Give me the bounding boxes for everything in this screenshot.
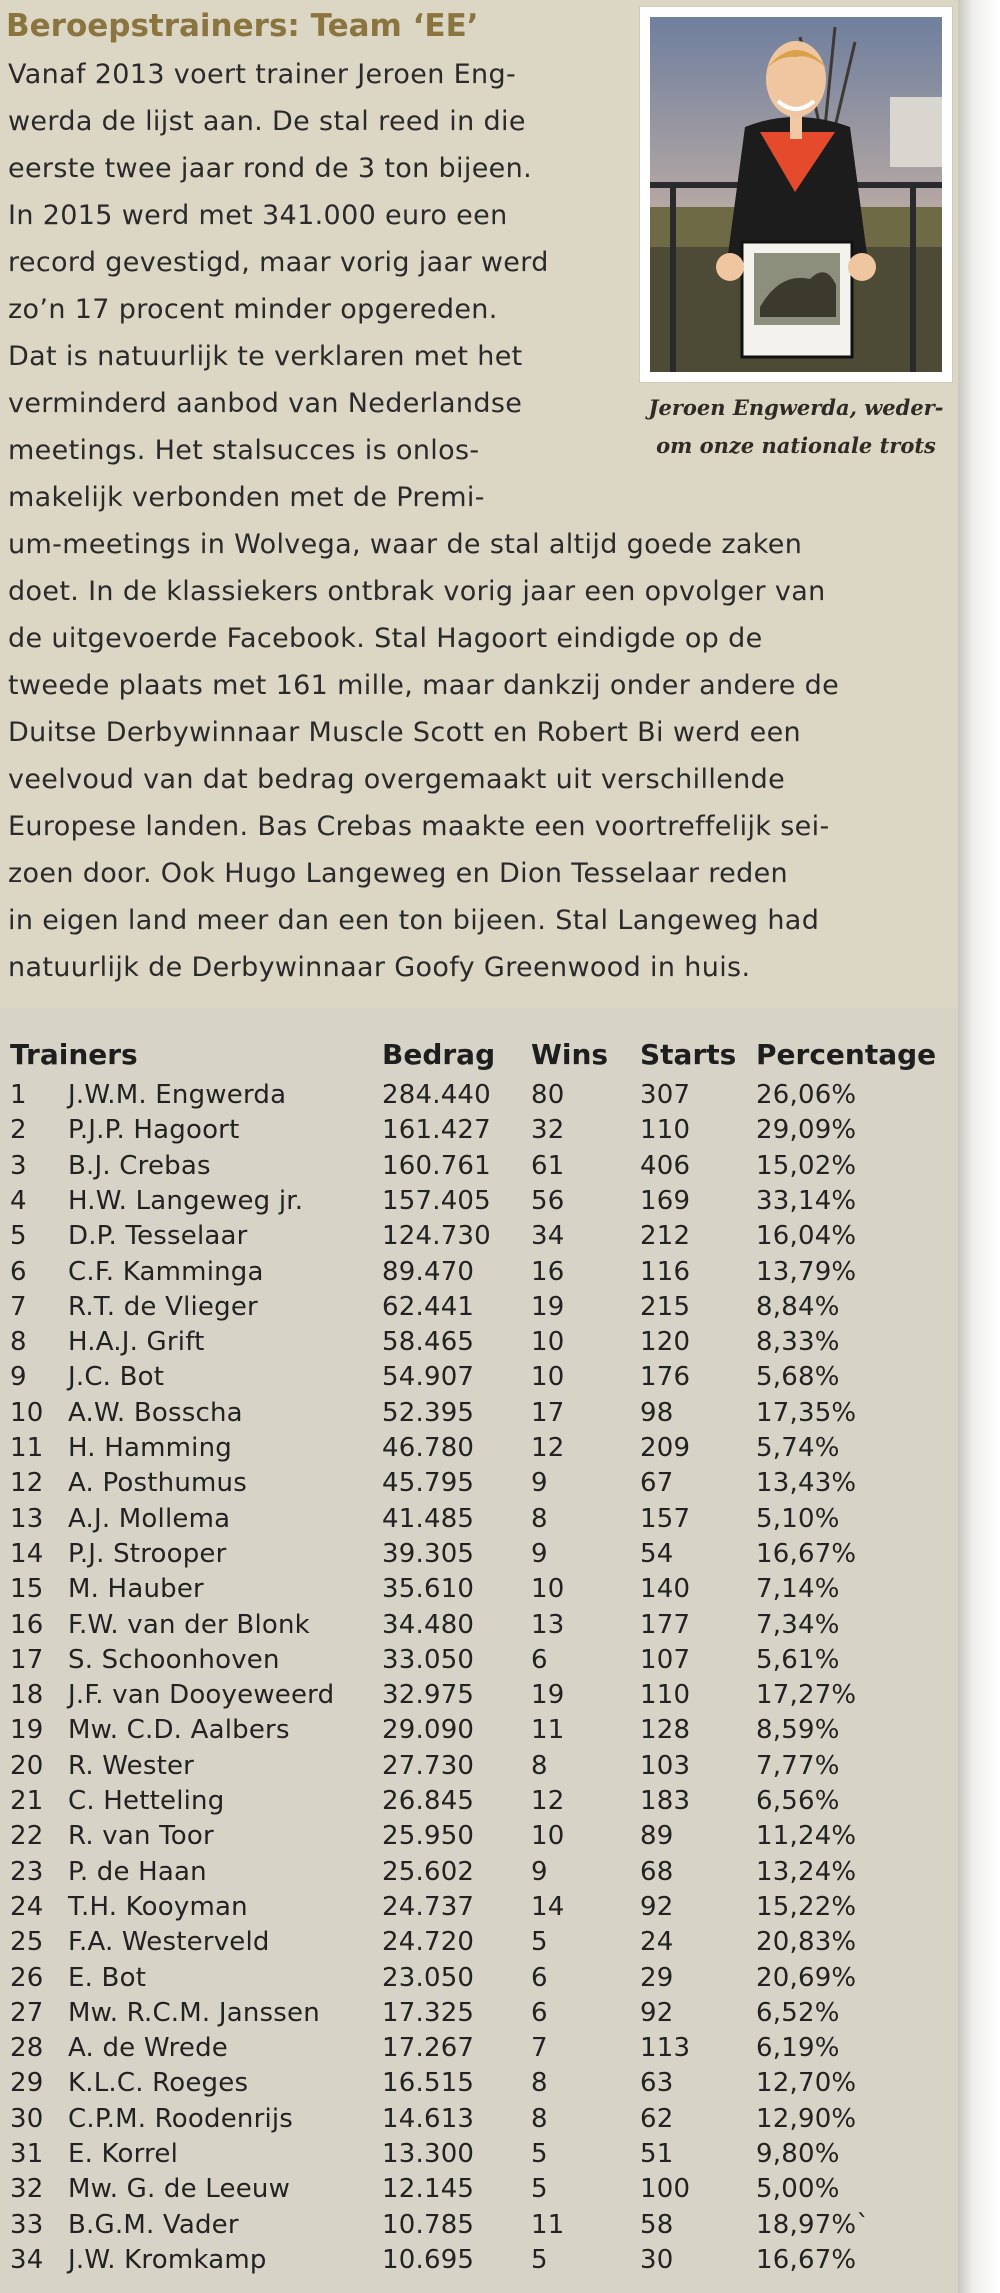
- starts-cell: 67: [640, 1468, 674, 1499]
- table-row: [0, 1360, 958, 1395]
- starts-cell: 212: [640, 1221, 691, 1252]
- amount-cell: 12.145: [382, 2174, 475, 2205]
- percentage-cell: 13,24%: [756, 1856, 857, 1887]
- starts-cell: 128: [640, 1715, 691, 1746]
- amount-cell: 33.050: [382, 1644, 475, 1675]
- trainer-name-cell: Mw. R.C.M. Janssen: [68, 1997, 320, 2028]
- rank-cell: 26: [10, 1962, 44, 1993]
- trainer-name-cell: C.P.M. Roodenrijs: [68, 2103, 294, 2134]
- percentage-cell: 26,06%: [756, 1080, 857, 1110]
- percentage-cell: 29,09%: [756, 1115, 857, 1146]
- article-line: record gevestigd, maar vorig jaar werd: [8, 247, 549, 278]
- starts-cell: 100: [640, 2174, 691, 2205]
- starts-cell: 98: [640, 1397, 674, 1428]
- table-row: [0, 1784, 958, 1819]
- article-line: zo’n 17 procent minder opgereden.: [8, 294, 498, 325]
- wins-cell: 61: [531, 1150, 565, 1181]
- table-row: [0, 1855, 958, 1890]
- table-row: [0, 1502, 958, 1537]
- trainer-name-cell: P. de Haan: [68, 1856, 207, 1887]
- rank-cell: 18: [10, 1680, 44, 1711]
- table-row: [0, 1431, 958, 1466]
- page-edge: [958, 0, 1000, 2293]
- rank-cell: 2: [10, 1115, 27, 1146]
- wins-cell: 14: [531, 1891, 565, 1922]
- wins-cell: 5: [531, 2139, 548, 2169]
- amount-cell: 14.613: [382, 2103, 475, 2134]
- percentage-cell: 33,14%: [756, 1185, 857, 1216]
- rank-cell: 14: [10, 1538, 44, 1569]
- article-line: Vanaf 2013 voert trainer Jeroen Eng-: [8, 59, 517, 90]
- amount-cell: 32.975: [382, 1680, 475, 1711]
- article-line: de uitgevoerde Facebook. Stal Hagoort eindigde op de: [8, 623, 763, 654]
- trainer-photo: [640, 7, 952, 382]
- table-row: [0, 1113, 958, 1148]
- trainer-name-cell: J.F. van Dooyeweerd: [68, 1680, 335, 1711]
- percentage-cell: 12,70%: [756, 2068, 857, 2099]
- trainer-name-cell: C. Hetteling: [68, 1786, 225, 1816]
- starts-cell: 30: [640, 2244, 674, 2275]
- rank-cell: 27: [10, 1997, 44, 2028]
- percentage-cell: 9,80%: [756, 2139, 840, 2169]
- amount-cell: 10.785: [382, 2209, 475, 2240]
- starts-cell: 110: [640, 1680, 691, 1711]
- table-row: [0, 1572, 958, 1607]
- percentage-cell: 5,68%: [756, 1362, 840, 1393]
- rank-cell: 32: [10, 2174, 44, 2205]
- wins-cell: 19: [531, 1680, 565, 1711]
- percentage-cell: 16,04%: [756, 1221, 857, 1252]
- header-amount: Bedrag: [382, 1038, 496, 1071]
- wins-cell: 19: [531, 1291, 565, 1322]
- amount-cell: 54.907: [382, 1362, 475, 1393]
- rank-cell: 4: [10, 1185, 27, 1216]
- wins-cell: 11: [531, 1715, 565, 1746]
- trainer-name-cell: P.J. Strooper: [68, 1538, 227, 1569]
- rank-cell: 33: [10, 2209, 44, 2240]
- trainer-name-cell: H.A.J. Grift: [68, 1327, 205, 1358]
- wins-cell: 10: [531, 1574, 565, 1605]
- percentage-cell: 5,61%: [756, 1644, 840, 1675]
- article-line: verminderd aanbod van Nederlandse: [8, 388, 523, 419]
- wins-cell: 34: [531, 1221, 565, 1252]
- table-row: [0, 1961, 958, 1996]
- table-row: [0, 1149, 958, 1184]
- table-row: [0, 1325, 958, 1360]
- rank-cell: 22: [10, 1821, 44, 1852]
- percentage-cell: 17,35%: [756, 1397, 857, 1428]
- table-row: [0, 2243, 958, 2278]
- amount-cell: 52.395: [382, 1397, 475, 1428]
- percentage-cell: 6,19%: [756, 2033, 840, 2064]
- wins-cell: 6: [531, 1962, 548, 1993]
- rank-cell: 11: [10, 1433, 44, 1463]
- wins-cell: 8: [531, 2103, 548, 2134]
- header-percentage: Percentage: [756, 1038, 937, 1071]
- table-row: [0, 1219, 958, 1254]
- table-row: [0, 1890, 958, 1925]
- trainer-name-cell: A.J. Mollema: [68, 1503, 231, 1534]
- article-line: in eigen land meer dan een ton bijeen. Stal Langeweg had: [8, 905, 820, 936]
- wins-cell: 5: [531, 1927, 548, 1958]
- table-row: [0, 1184, 958, 1219]
- trainer-name-cell: C.F. Kamminga: [68, 1256, 264, 1287]
- wins-cell: 8: [531, 2068, 548, 2099]
- article-line: meetings. Het stalsucces is onlos-: [8, 435, 480, 466]
- wins-cell: 11: [531, 2209, 565, 2240]
- percentage-cell: 20,83%: [756, 1927, 857, 1958]
- trainer-name-cell: E. Korrel: [68, 2139, 178, 2169]
- table-row: [0, 1078, 958, 1113]
- wins-cell: 10: [531, 1327, 565, 1358]
- article-line: veelvoud van dat bedrag overgemaakt uit verschillende: [8, 764, 786, 795]
- table-row: [0, 1466, 958, 1501]
- rank-cell: 24: [10, 1891, 44, 1922]
- article-line: um-meetings in Wolvega, waar de stal altijd goede zaken: [8, 529, 803, 560]
- starts-cell: 169: [640, 1185, 691, 1216]
- article-line: zoen door. Ook Hugo Langeweg en Dion Tesselaar reden: [8, 858, 789, 889]
- trainer-name-cell: T.H. Kooyman: [68, 1891, 248, 1922]
- rank-cell: 13: [10, 1503, 44, 1534]
- article-line: Dat is natuurlijk te verklaren met het: [8, 341, 523, 372]
- wins-cell: 10: [531, 1362, 565, 1393]
- percentage-cell: 16,67%: [756, 2244, 857, 2275]
- amount-cell: 25.602: [382, 1856, 475, 1887]
- table-row: [0, 2208, 958, 2243]
- starts-cell: 215: [640, 1291, 691, 1322]
- trainer-name-cell: R. van Toor: [68, 1821, 214, 1852]
- table-row: [0, 1643, 958, 1678]
- starts-cell: 62: [640, 2103, 674, 2134]
- starts-cell: 406: [640, 1150, 691, 1181]
- starts-cell: 120: [640, 1327, 691, 1358]
- trainer-name-cell: A.W. Bosscha: [68, 1397, 243, 1428]
- trainer-name-cell: R. Wester: [68, 1750, 195, 1781]
- table-row: [0, 2137, 958, 2172]
- wins-cell: 7: [531, 2033, 548, 2064]
- amount-cell: 58.465: [382, 1327, 475, 1358]
- wins-cell: 13: [531, 1609, 565, 1640]
- trainer-name-cell: S. Schoonhoven: [68, 1644, 280, 1675]
- wins-cell: 5: [531, 2244, 548, 2275]
- starts-cell: 209: [640, 1433, 691, 1463]
- table-row: [0, 1996, 958, 2031]
- wins-cell: 9: [531, 1856, 548, 1887]
- percentage-cell: 8,33%: [756, 1327, 840, 1358]
- photo-caption-line-2: om onze nationale trots: [656, 433, 936, 458]
- article-line: In 2015 werd met 341.000 euro een: [8, 200, 508, 231]
- starts-cell: 29: [640, 1962, 674, 1993]
- wins-cell: 10: [531, 1821, 565, 1852]
- trainer-name-cell: H. Hamming: [68, 1433, 232, 1463]
- trainer-name-cell: J.C. Bot: [68, 1362, 165, 1393]
- starts-cell: 157: [640, 1503, 691, 1534]
- article-line: Europese landen. Bas Crebas maakte een voortreffelijk sei-: [8, 811, 830, 842]
- percentage-cell: 7,34%: [756, 1609, 840, 1640]
- rank-cell: 16: [10, 1609, 44, 1640]
- wins-cell: 12: [531, 1433, 565, 1463]
- table-row: [0, 1925, 958, 1960]
- amount-cell: 17.325: [382, 1997, 475, 2028]
- header-trainers: Trainers: [10, 1038, 138, 1071]
- rank-cell: 6: [10, 1256, 27, 1287]
- wins-cell: 56: [531, 1185, 565, 1216]
- amount-cell: 24.720: [382, 1927, 475, 1958]
- amount-cell: 41.485: [382, 1503, 475, 1534]
- starts-cell: 68: [640, 1856, 674, 1887]
- starts-cell: 92: [640, 1891, 674, 1922]
- amount-cell: 34.480: [382, 1609, 475, 1640]
- rank-cell: 28: [10, 2033, 44, 2064]
- article-line: eerste twee jaar rond de 3 ton bijeen.: [8, 153, 533, 184]
- percentage-cell: 20,69%: [756, 1962, 857, 1993]
- starts-cell: 307: [640, 1080, 691, 1110]
- amount-cell: 35.610: [382, 1574, 475, 1605]
- rank-cell: 31: [10, 2139, 44, 2169]
- starts-cell: 54: [640, 1538, 674, 1569]
- header-wins: Wins: [531, 1038, 609, 1071]
- wins-cell: 17: [531, 1397, 565, 1428]
- amount-cell: 124.730: [382, 1221, 491, 1252]
- trainer-name-cell: Mw. C.D. Aalbers: [68, 1715, 290, 1746]
- percentage-cell: 13,43%: [756, 1468, 857, 1499]
- header-starts: Starts: [640, 1038, 737, 1071]
- amount-cell: 45.795: [382, 1468, 475, 1499]
- starts-cell: 51: [640, 2139, 674, 2169]
- amount-cell: 25.950: [382, 1821, 475, 1852]
- rank-cell: 12: [10, 1468, 44, 1499]
- amount-cell: 160.761: [382, 1150, 491, 1181]
- wins-cell: 6: [531, 1997, 548, 2028]
- article-line: natuurlijk de Derbywinnaar Goofy Greenwood in huis.: [8, 952, 751, 983]
- starts-cell: 183: [640, 1786, 691, 1816]
- percentage-cell: 5,74%: [756, 1433, 840, 1463]
- trainer-name-cell: D.P. Tesselaar: [68, 1221, 248, 1252]
- rank-cell: 15: [10, 1574, 44, 1605]
- starts-cell: 107: [640, 1644, 691, 1675]
- article-line: doet. In de klassiekers ontbrak vorig jaar een opvolger van: [8, 576, 826, 607]
- percentage-cell: 5,10%: [756, 1503, 840, 1534]
- rank-cell: 3: [10, 1150, 27, 1181]
- rank-cell: 23: [10, 1856, 44, 1887]
- amount-cell: 89.470: [382, 1256, 475, 1287]
- amount-cell: 161.427: [382, 1115, 491, 1146]
- table-row: [0, 1290, 958, 1325]
- trainer-name-cell: H.W. Langeweg jr.: [68, 1185, 304, 1216]
- percentage-cell: 15,22%: [756, 1891, 857, 1922]
- rank-cell: 34: [10, 2244, 44, 2275]
- article-line: Duitse Derbywinnaar Muscle Scott en Robert Bi werd een: [8, 717, 802, 748]
- percentage-cell: 13,79%: [756, 1256, 857, 1287]
- rank-cell: 8: [10, 1327, 27, 1358]
- rank-cell: 10: [10, 1397, 44, 1428]
- article-line: makelijk verbonden met de Premi-: [8, 482, 485, 513]
- trainer-name-cell: K.L.C. Roeges: [68, 2068, 249, 2099]
- wins-cell: 8: [531, 1750, 548, 1781]
- table-row: [0, 1749, 958, 1784]
- percentage-cell: 5,00%: [756, 2174, 840, 2205]
- trainer-name-cell: E. Bot: [68, 1962, 147, 1993]
- starts-cell: 110: [640, 1115, 691, 1146]
- trainer-name-cell: J.W. Kromkamp: [68, 2244, 267, 2275]
- trainer-name-cell: J.W.M. Engwerda: [68, 1080, 287, 1110]
- wins-cell: 9: [531, 1468, 548, 1499]
- article-line: tweede plaats met 161 mille, maar dankzij onder andere de: [8, 670, 840, 701]
- amount-cell: 29.090: [382, 1715, 475, 1746]
- trainer-photo-image: [650, 17, 942, 372]
- trainer-name-cell: R.T. de Vlieger: [68, 1291, 258, 1322]
- rank-cell: 25: [10, 1927, 44, 1958]
- table-row: [0, 2066, 958, 2101]
- table-row: [0, 1608, 958, 1643]
- wins-cell: 80: [531, 1080, 565, 1110]
- starts-cell: 176: [640, 1362, 691, 1393]
- percentage-cell: 15,02%: [756, 1150, 857, 1181]
- trainer-name-cell: F.A. Westerveld: [68, 1927, 270, 1958]
- trainer-name-cell: B.G.M. Vader: [68, 2209, 239, 2240]
- percentage-cell: 6,52%: [756, 1997, 840, 2028]
- wins-cell: 9: [531, 1538, 548, 1569]
- amount-cell: 16.515: [382, 2068, 475, 2099]
- percentage-cell: 12,90%: [756, 2103, 857, 2134]
- article-line: werda de lijst aan. De stal reed in die: [8, 106, 526, 137]
- photo-caption-line-1: Jeroen Engwerda, weder-: [648, 395, 944, 420]
- wins-cell: 6: [531, 1644, 548, 1675]
- table-row: [0, 1819, 958, 1854]
- starts-cell: 58: [640, 2209, 674, 2240]
- starts-cell: 116: [640, 1256, 691, 1287]
- amount-cell: 62.441: [382, 1291, 475, 1322]
- rank-cell: 5: [10, 1221, 27, 1252]
- starts-cell: 24: [640, 1927, 674, 1958]
- trainer-name-cell: Mw. G. de Leeuw: [68, 2174, 291, 2205]
- amount-cell: 46.780: [382, 1433, 475, 1463]
- wins-cell: 5: [531, 2174, 548, 2205]
- amount-cell: 10.695: [382, 2244, 475, 2275]
- rank-cell: 9: [10, 1362, 27, 1393]
- trainer-name-cell: F.W. van der Blonk: [68, 1609, 310, 1640]
- wins-cell: 12: [531, 1786, 565, 1816]
- table-row: [0, 1537, 958, 1572]
- starts-cell: 92: [640, 1997, 674, 2028]
- rank-cell: 30: [10, 2103, 44, 2134]
- amount-cell: 157.405: [382, 1185, 491, 1216]
- article-heading: Beroepstrainers: Team ‘EE’: [6, 8, 479, 44]
- trainer-name-cell: B.J. Crebas: [68, 1150, 211, 1181]
- amount-cell: 17.267: [382, 2033, 475, 2064]
- wins-cell: 32: [531, 1115, 565, 1146]
- percentage-cell: 8,59%: [756, 1715, 840, 1746]
- starts-cell: 103: [640, 1750, 691, 1781]
- rank-cell: 1: [10, 1080, 27, 1110]
- amount-cell: 27.730: [382, 1750, 475, 1781]
- table-row: [0, 2172, 958, 2207]
- starts-cell: 177: [640, 1609, 691, 1640]
- percentage-cell: 6,56%: [756, 1786, 840, 1816]
- percentage-cell: 18,97%`: [756, 2209, 870, 2240]
- amount-cell: 26.845: [382, 1786, 475, 1816]
- amount-cell: 23.050: [382, 1962, 475, 1993]
- table-row: [0, 2031, 958, 2066]
- rank-cell: 17: [10, 1644, 44, 1675]
- trainer-name-cell: A. Posthumus: [68, 1468, 247, 1499]
- trainer-name-cell: M. Hauber: [68, 1574, 204, 1605]
- percentage-cell: 8,84%: [756, 1291, 840, 1322]
- starts-cell: 140: [640, 1574, 691, 1605]
- amount-cell: 284.440: [382, 1080, 491, 1110]
- wins-cell: 16: [531, 1256, 565, 1287]
- rank-cell: 20: [10, 1750, 44, 1781]
- amount-cell: 24.737: [382, 1891, 475, 1922]
- table-row: [0, 2102, 958, 2137]
- percentage-cell: 11,24%: [756, 1821, 857, 1852]
- amount-cell: 13.300: [382, 2139, 475, 2169]
- table-row: [0, 1678, 958, 1713]
- trainer-name-cell: A. de Wrede: [68, 2033, 228, 2064]
- rank-cell: 21: [10, 1786, 44, 1816]
- rank-cell: 7: [10, 1291, 27, 1322]
- starts-cell: 89: [640, 1821, 674, 1852]
- rank-cell: 19: [10, 1715, 44, 1746]
- table-row: [0, 1255, 958, 1290]
- percentage-cell: 7,14%: [756, 1574, 840, 1605]
- percentage-cell: 7,77%: [756, 1750, 840, 1781]
- amount-cell: 39.305: [382, 1538, 475, 1569]
- table-row: [0, 1713, 958, 1748]
- table-row: [0, 1396, 958, 1431]
- percentage-cell: 16,67%: [756, 1538, 857, 1569]
- starts-cell: 63: [640, 2068, 674, 2099]
- percentage-cell: 17,27%: [756, 1680, 857, 1711]
- trainer-name-cell: P.J.P. Hagoort: [68, 1115, 240, 1146]
- rank-cell: 29: [10, 2068, 44, 2099]
- starts-cell: 113: [640, 2033, 691, 2064]
- wins-cell: 8: [531, 1503, 548, 1534]
